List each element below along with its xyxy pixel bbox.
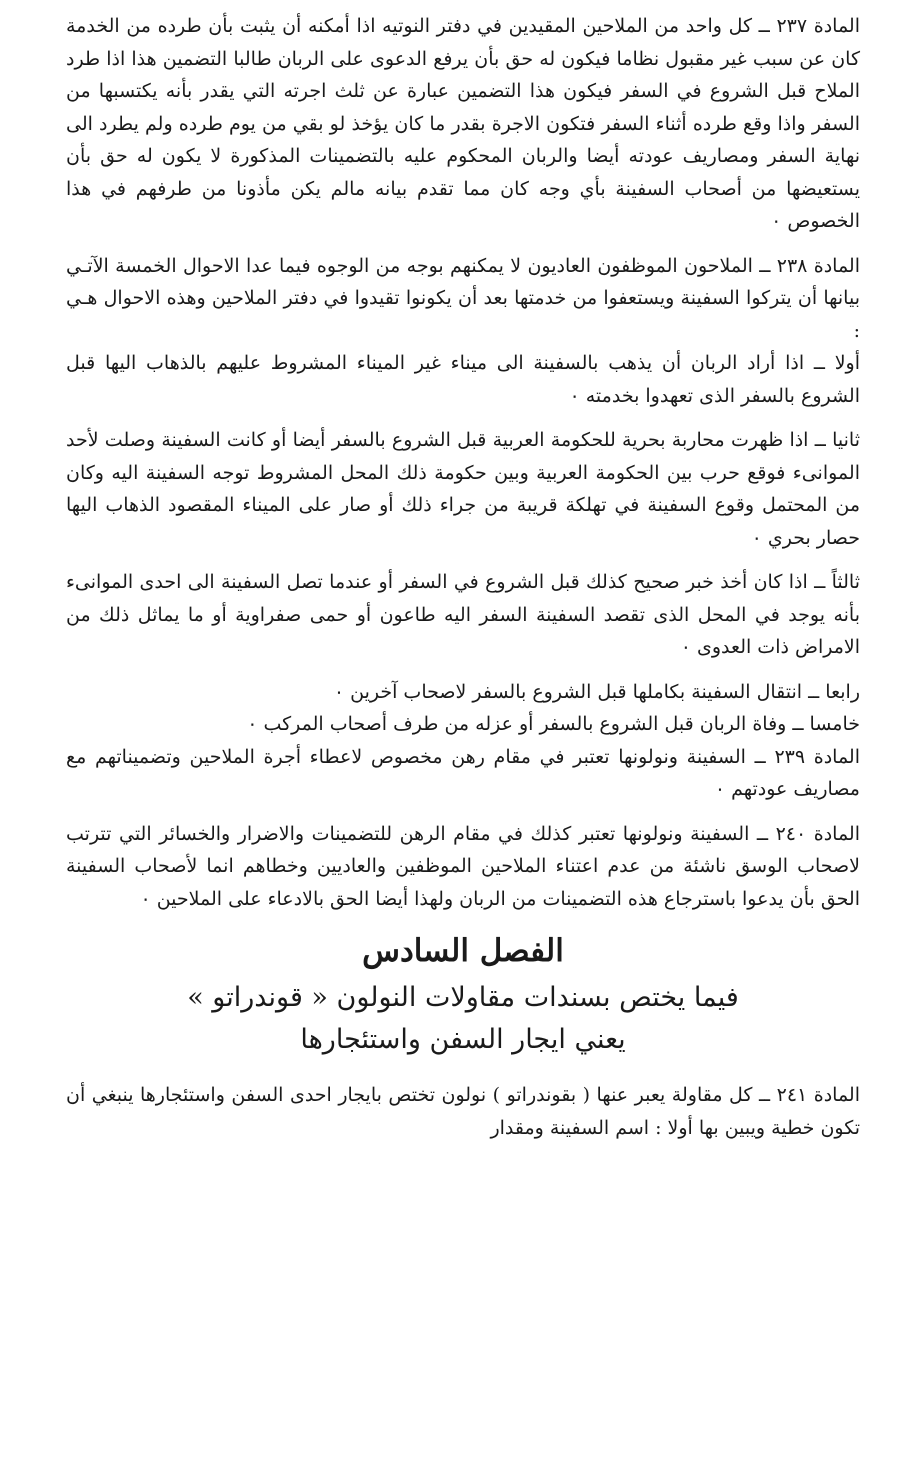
- chapter-title: الفصل السادس: [362, 933, 564, 969]
- article-241: المادة ٢٤١ ــ كل مقاولة يعبر عنها ( بقوندراتو ) نولون تختص بايجار احدى السفن واستئجارها ينبغي أن تكون خطية ويبين بها أولا : اسم السفينة ومقدار: [66, 1084, 860, 1139]
- case-second: ثانيا ــ اذا ظهرت محاربة بحرية للحكومة العربية قبل الشروع بالسفر أيضا أو كانت السفينة وصلت لأحد الموانىء فوقع حرب بين الحكومة العربية وبين حكومة ذلك المحل المشروط توجه السفينة اليه وكان من المحتمل وقوع السفينة في تهلكة قريبة من جراء ذلك أو صار على الميناء المقصود الذهاب اليها حصار بحري ٠: [66, 429, 860, 549]
- case-fifth: خامسا ــ وفاة الربان قبل الشروع بالسفر أو عزله من طرف أصحاب المركب ٠: [247, 713, 860, 735]
- document-page: [66, 10, 860, 1156]
- case-fourth: رابعا ــ انتقال السفينة بكاملها قبل الشروع بالسفر لاصحاب آخرين ٠: [333, 680, 860, 703]
- article-237: المادة ٢٣٧ ــ كل واحد من الملاحين المقيدين في دفتر النوتيه اذا أمكنه أن يثبت بأن طرده من الخدمة كان عن سبب غير مقبول نظاما فيكون له حق بأن يرفع الدعوى على الربان طالبا التضمين هذا اذا طرد الملاح قبل الشروع في السفر فيكون هذا التضمين عبارة عن ثلث اجرته التي يقدر بأنه يكتسبها من السفر واذا وقع طرده أثناء السفر فتكون الاجرة بقدر ما كان يؤخذ لو بقي من يوم طرده ولم يطرد الى نهاية السفر ومصاريف عودته أيضا والربان المحكوم عليه بالتضمينات المذكورة لا يكون له حق بأن يستعيضها من أصحاب السفينة بأي وجه كان مما تقدم بيانه مالم يكن مأذونا من طرفهم في هذا الخصوص ٠: [66, 15, 860, 232]
- article-240: المادة ٢٤٠ ــ السفينة ونولونها تعتبر كذلك في مقام الرهن للتضمينات والاضرار والخسائر التي تترتب لاصحاب الوسق ناشئة من عدم اعتناء الملاحين الموظفين والعاديين وخطاهم انما لأصحاب السفينة الحق بأن يدعوا باسترجاع هذه التضمينات من الربان ولهذا أيضا الحق بالادعاء على الملاحين ٠: [66, 822, 861, 910]
- article-239: المادة ٢٣٩ ــ السفينة ونولونها تعتبر في مقام رهن مخصوص لاعطاء أجرة الملاحين وتضميناتهم مع مصاريف عودتهم ٠: [66, 745, 860, 800]
- article-238: المادة ٢٣٨ ــ الملاحون الموظفون العاديون لا يمكنهم بوجه من الوجوه فيما عدا الاحوال الخمسة الآتـي بيانها أن يتركوا السفينة ويستعفوا من خدمتها بعد أن يكونوا تقيدوا في دفتر الملاحين وهذه الاحوال هـي :: [66, 254, 860, 342]
- chapter-subtitle-line2: يعني ايجار السفن واستئجارها: [300, 1024, 626, 1055]
- case-third: ثالثاً ــ اذا كان أخذ خبر صحيح كذلك قبل الشروع في السفر أو عندما تصل السفينة الى احدى الموانىء بأنه يوجد في المحل الذى تقصد السفينة السفر اليه طاعون أو حمى صفراوية أو ما يماثل ذلك من الامراض ذات العدوى ٠: [66, 571, 860, 658]
- case-first: أولا ــ اذا أراد الربان أن يذهب بالسفينة الى ميناء غير الميناء المشروط عليهم بالذهاب اليها قبل الشروع بالسفر الذى تعهدوا بخدمته ٠: [66, 352, 860, 407]
- chapter-subtitle-line1: فيما يختص بسندات مقاولات النولون « قوندراتو »: [187, 982, 739, 1013]
